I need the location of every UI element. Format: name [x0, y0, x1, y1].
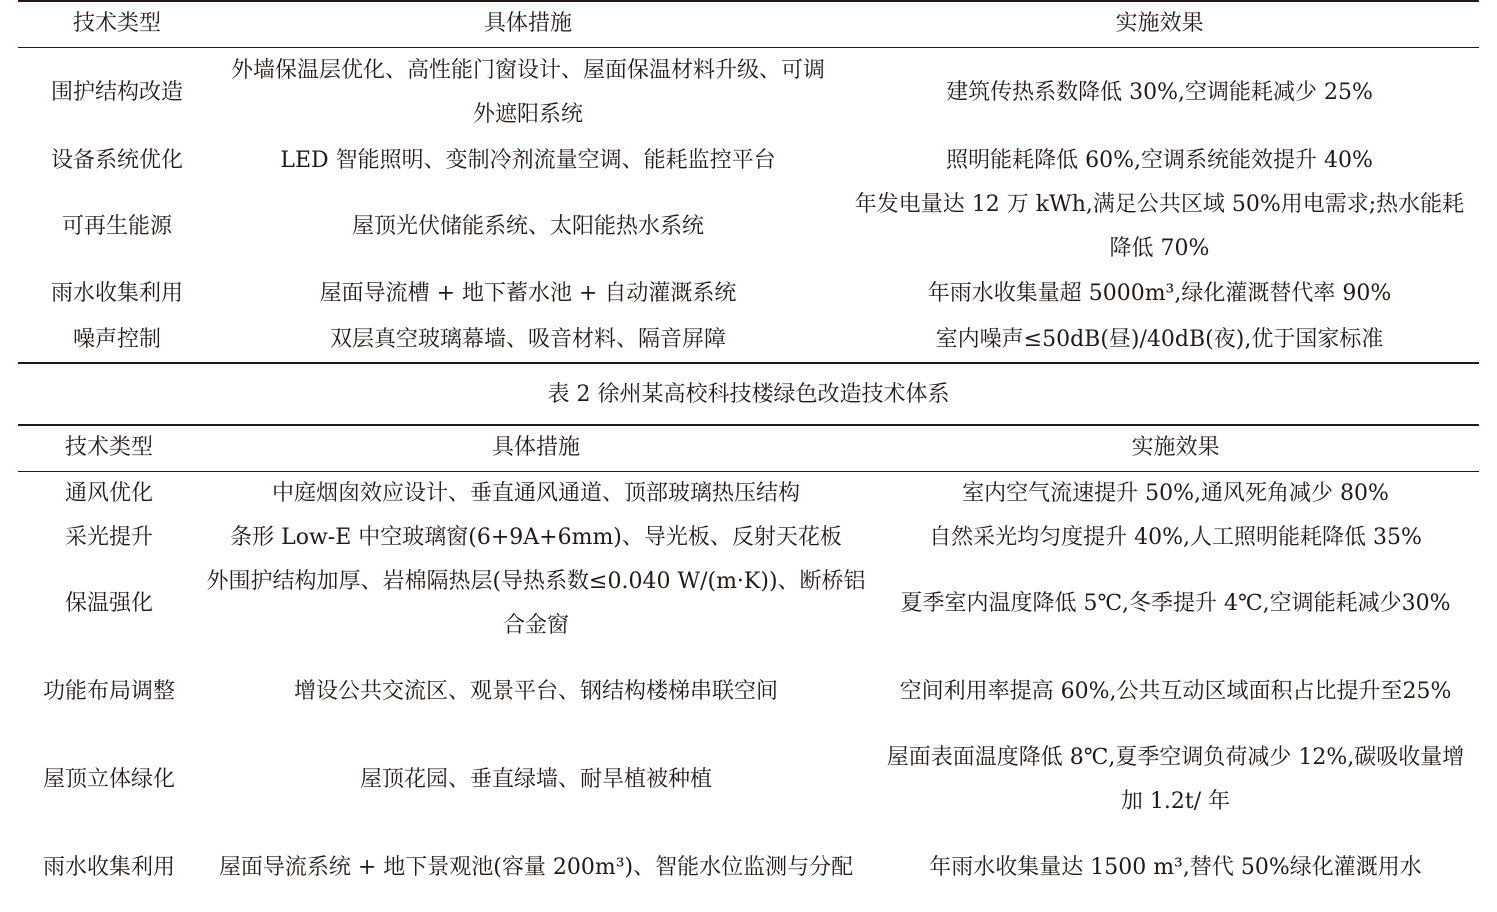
cell-effect: 年雨水收集量达 1500 m³,替代 50%绿化灌溉用水	[929, 854, 1422, 880]
cell-measure: 屋面导流系统 + 地下景观池(容量 200m³)、智能水位监测与分配	[218, 854, 854, 880]
cell-type: 设备系统优化	[50, 148, 183, 173]
cell-type: 可再生能源	[61, 214, 172, 239]
table-row	[18, 183, 1479, 271]
cell-type: 保温强化	[64, 590, 153, 616]
cell-effect: 自然采光均匀度提升 40%,人工照明能耗降低 35%	[929, 524, 1422, 550]
cell-measure: 条形 Low-E 中空玻璃窗(6+9A+6mm)、导光板、反射天花板	[230, 524, 842, 550]
column-header-measure: 具体措施	[216, 1, 840, 47]
cell-effect: 屋面表面温度降低 8℃,夏季空调负荷减少 12%,碳吸收量增加 1.2t/ 年	[886, 744, 1465, 814]
table-1	[18, 0, 1479, 364]
cell-effect: 室内噪声≤50dB(昼)/40dB(夜),优于国家标准	[935, 326, 1384, 352]
table-row	[18, 736, 1479, 824]
table-row	[18, 516, 1479, 560]
cell-effect: 年发电量达 12 万 kWh,满足公共区域 50%用电需求;热水能耗降低 70%	[854, 192, 1465, 261]
table-2	[18, 424, 1479, 912]
cell-effect: 夏季室内温度降低 5℃,冬季提升 4℃,空调能耗减少30%	[900, 590, 1451, 616]
cell-effect: 空间利用率提高 60%,公共互动区域面积占比提升至25%	[899, 678, 1452, 704]
column-header-effect: 实施效果	[840, 1, 1479, 47]
cell-measure: LED 智能照明、变制冷剂流量空调、能耗监控平台	[280, 148, 776, 173]
table-row	[18, 824, 1479, 912]
table-row	[18, 317, 1479, 363]
cell-measure: 外墙保温层优化、高性能门窗设计、屋面保温材料升级、可调外遮阳系统	[230, 58, 825, 128]
cell-type: 屋顶立体绿化	[42, 766, 175, 792]
table-row	[18, 560, 1479, 648]
column-header-measure: 具体措施	[200, 425, 872, 471]
cell-type: 雨水收集利用	[50, 281, 183, 306]
cell-type: 噪声控制	[72, 326, 161, 352]
table-row	[18, 139, 1479, 183]
table-row	[18, 271, 1479, 317]
cell-measure: 双层真空玻璃幕墙、吸音材料、隔音屏障	[329, 326, 726, 352]
cell-measure: 外围护结构加厚、岩棉隔热层(导热系数≤0.040 W/(m·K))、断桥铝合金窗	[206, 568, 866, 638]
table-2-caption: 表 2 徐州某高校科技楼绿色改造技术体系	[547, 382, 950, 407]
cell-effect: 照明能耗降低 60%,空调系统能效提升 40%	[946, 148, 1373, 173]
table-1-header-row	[18, 1, 1479, 47]
cell-measure: 屋顶花园、垂直绿墙、耐旱植被种植	[359, 766, 712, 792]
column-header-effect: 实施效果	[872, 425, 1479, 471]
cell-measure: 屋顶光伏储能系统、太阳能热水系统	[351, 214, 704, 239]
cell-effect: 建筑传热系数降低 30%,空调能耗减少 25%	[946, 80, 1373, 106]
table-2-header-row	[18, 425, 1479, 471]
cell-type: 采光提升	[64, 524, 153, 550]
table-row	[18, 648, 1479, 736]
cell-measure: 中庭烟囱效应设计、垂直通风通道、顶部玻璃热压结构	[271, 480, 800, 506]
table-row	[18, 471, 1479, 516]
column-header-type: 技术类型	[18, 1, 216, 47]
cell-effect: 室内空气流速提升 50%,通风死角减少 80%	[962, 480, 1389, 506]
cell-measure: 屋面导流槽 + 地下蓄水池 + 自动灌溉系统	[319, 281, 737, 306]
column-header-type: 技术类型	[18, 425, 200, 471]
cell-type: 功能布局调整	[42, 678, 175, 704]
cell-effect: 年雨水收集量超 5000m³,绿化灌溉替代率 90%	[927, 281, 1392, 306]
table-row	[18, 47, 1479, 139]
cell-type: 通风优化	[64, 480, 153, 506]
cell-type: 雨水收集利用	[42, 854, 175, 880]
cell-type: 围护结构改造	[50, 80, 183, 106]
cell-measure: 增设公共交流区、观景平台、钢结构楼梯串联空间	[293, 678, 778, 704]
